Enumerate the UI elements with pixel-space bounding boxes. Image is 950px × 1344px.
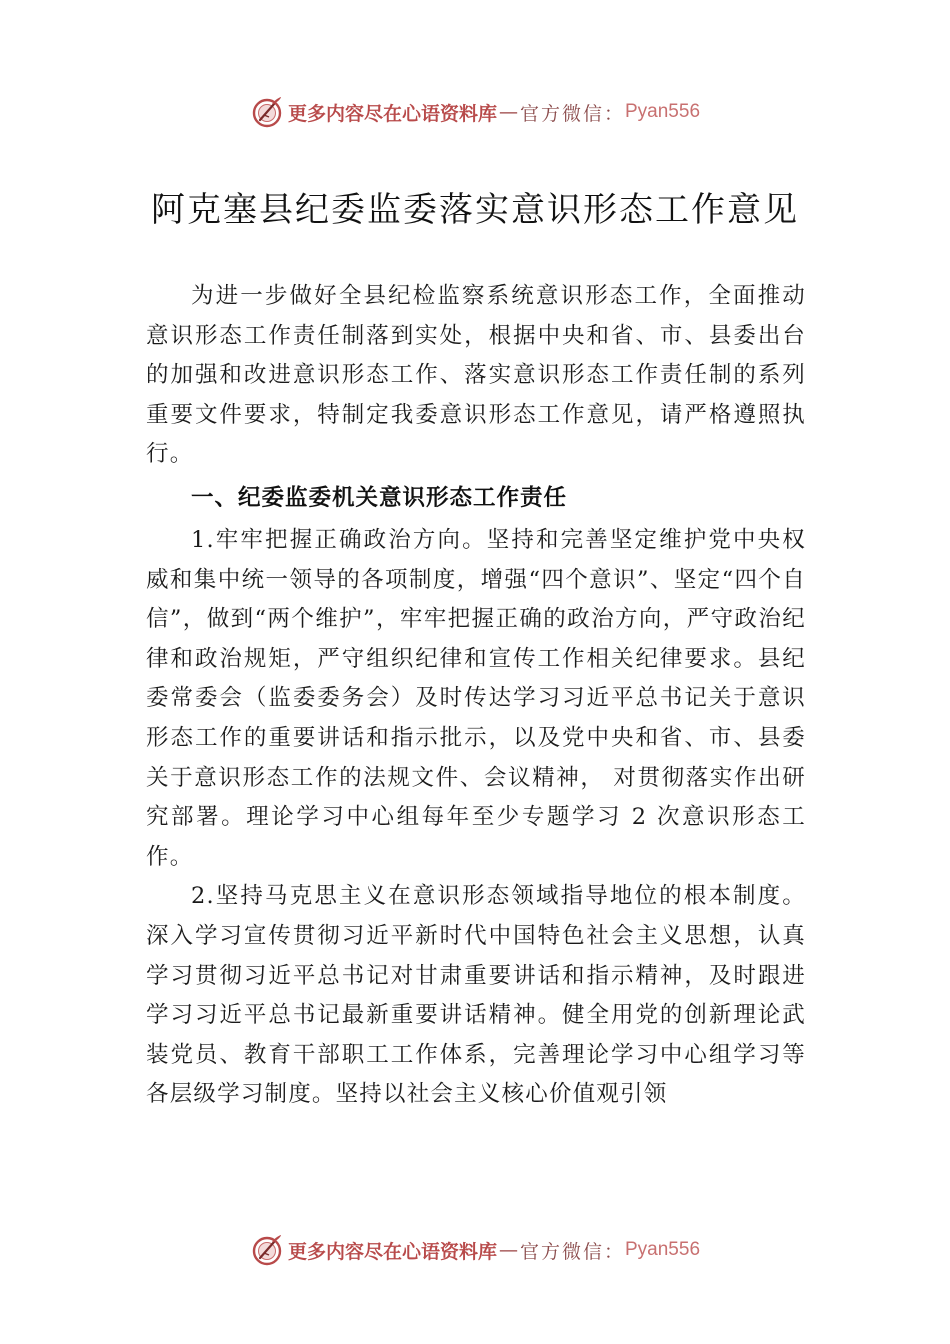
section-heading-1: 一、纪委监委机关意识形态工作责任 (191, 484, 568, 511)
item-paragraph-1: 1.牢牢把握正确政治方向。坚持和完善坚定维护党中央权威和集中统一领导的各项制度，增强“四个意识”、坚定“四个自信”，做到“两个维护”，牢牢把握正确的政治方向，严守政治纪律和政治规矩，严守组织纪律和宣传工作相关纪律要求。县纪委常委会（监委委务会）及时传达学习习近平总书记关于意识形态工作的重要讲话和指示批示，以及党中央和省、市、县委关于意识形态工作的法规文件、会议精神， 对贯彻落实作出研究部署。理论学习中心组每年至少专题学习 2 次意识形态工作。 (146, 526, 806, 870)
watermark-wechat-label: 官方微信： (519, 1240, 625, 1263)
watermark-separator: — (498, 101, 518, 123)
document-title: 阿克塞县纪委监委落实意识形态工作意见 (151, 190, 799, 230)
watermark-wechat-id: Pyan556 (625, 101, 701, 122)
watermark-wechat-label: 官方微信： (519, 102, 625, 125)
feather-pen-logo-icon (250, 95, 284, 129)
feather-pen-logo-icon (250, 1233, 284, 1267)
footer-watermark (0, 1230, 950, 1270)
watermark-brand-text: 更多内容尽在心语资料库 (287, 102, 497, 125)
item-paragraph-2: 2.坚持马克思主义在意识形态领域指导地位的根本制度。深入学习宣传贯彻习近平新时代中国特色社会主义思想，认真学习贯彻习近平总书记对甘肃重要讲话和指示精神，及时跟进学习习近平总书记最新重要讲话精神。健全用党的创新理论武装党员、教育干部职工工作体系，完善理论学习中心组学习等各层级学习制度。坚持以社会主义核心价值观引领 (146, 883, 806, 1108)
document-body (146, 277, 806, 1115)
header-watermark (0, 92, 950, 132)
watermark-brand-text: 更多内容尽在心语资料库 (287, 1240, 497, 1263)
watermark-separator: — (498, 1239, 518, 1261)
intro-paragraph: 为进一步做好全县纪检监察系统意识形态工作，全面推动意识形态工作责任制落到实处，根据中央和省、市、县委出台的加强和改进意识形态工作、落实意识形态工作责任制的系列重要文件要求，特制定我委意识形态工作意见，请严格遵照执行。 (146, 283, 806, 468)
watermark-wechat-id: Pyan556 (625, 1239, 701, 1260)
